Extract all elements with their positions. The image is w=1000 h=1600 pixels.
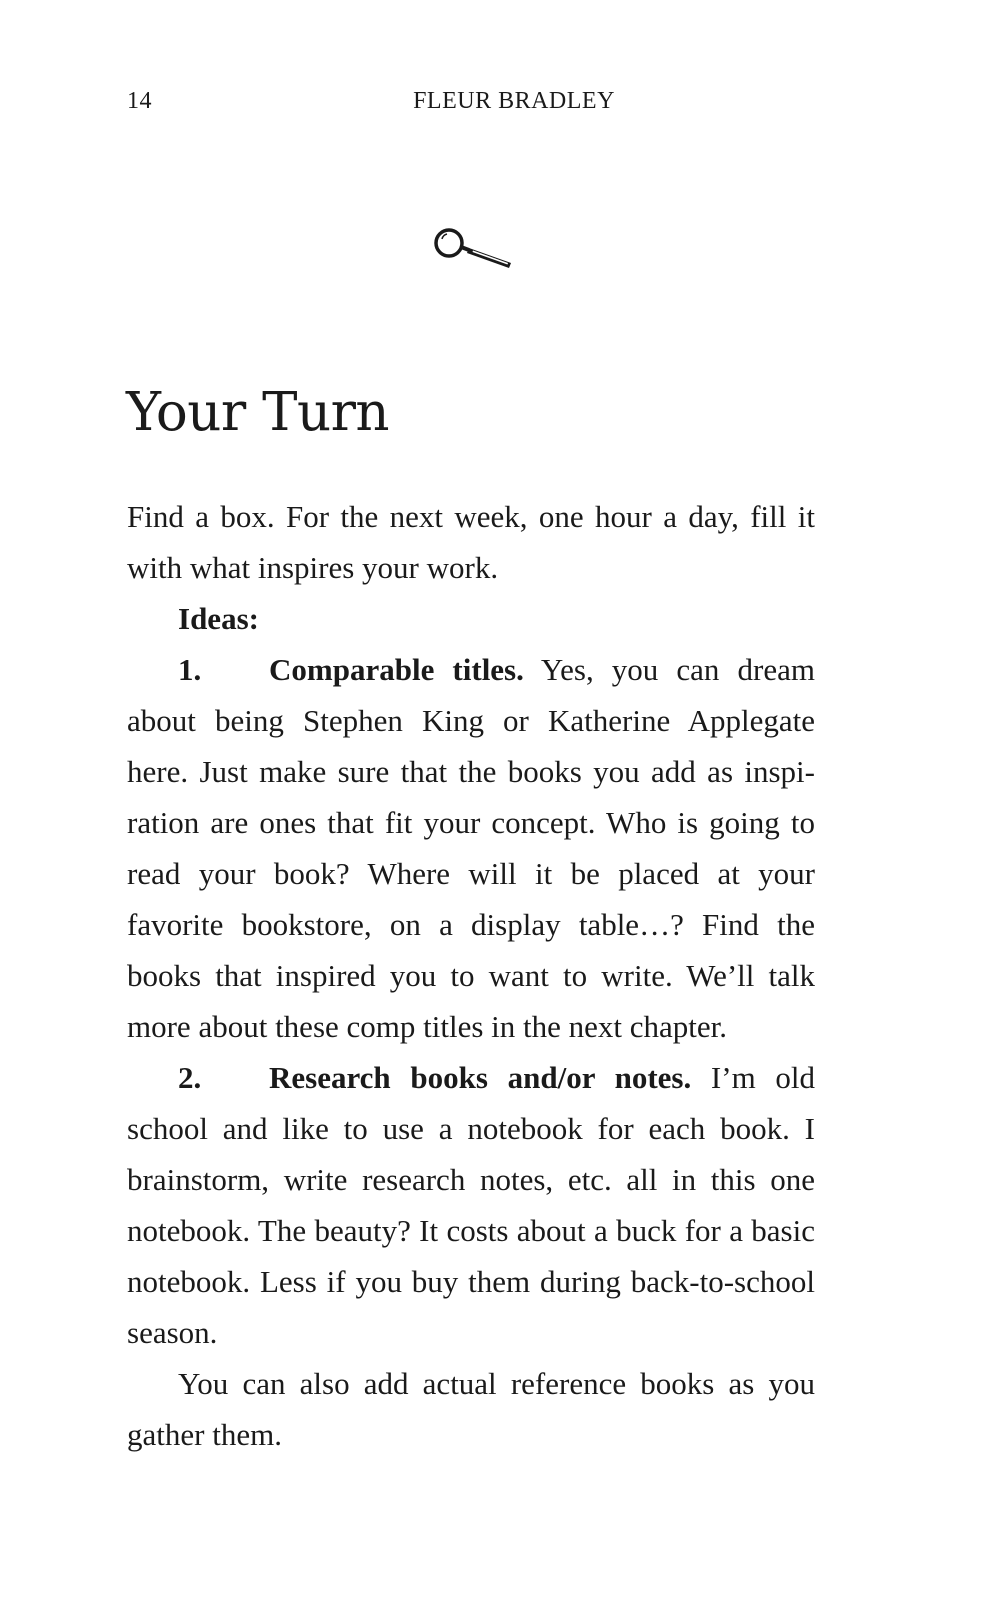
list-item-number: 2.	[178, 1060, 202, 1095]
ideas-label	[127, 593, 815, 644]
chapter-title: Your Turn	[126, 382, 390, 443]
list-item-text: I’m old school and like to use a notebook for each book. I brainstorm, write research notes, etc. all in this one notebook. The beauty? It costs about a buck for a basic notebook. Less if you buy them during back-to-school season.	[127, 1060, 815, 1350]
list-item-heading: Research books and/or notes.	[269, 1060, 692, 1095]
intro-paragraph: Find a box. For the next week, one hour a day, fill it with what inspires your work.	[127, 499, 815, 585]
list-item-number: 1.	[178, 652, 202, 687]
list-item-text: Yes, you can dream about being Stephen King or Katherine Applegate here. Just make sure that the books you add as inspiration are ones that fit your concept. Who is going to read your book? Where will it be placed at your favorite bookstore, on a display table…? Find the books that inspired you to want to write. We’ll talk more about these comp titles in the next chapter.	[127, 652, 815, 1044]
ideas-label-text: Ideas:	[178, 601, 259, 636]
magnifying-glass-icon	[431, 226, 515, 276]
list-item-heading: Comparable titles.	[269, 652, 524, 687]
closing-paragraph: You can also add actual reference books as you gather them.	[127, 1366, 815, 1452]
list-item	[127, 644, 815, 1052]
list-item	[127, 1052, 815, 1358]
body-text	[127, 491, 815, 1460]
running-head: FLEUR BRADLEY	[413, 88, 615, 114]
page-number: 14	[127, 88, 152, 114]
